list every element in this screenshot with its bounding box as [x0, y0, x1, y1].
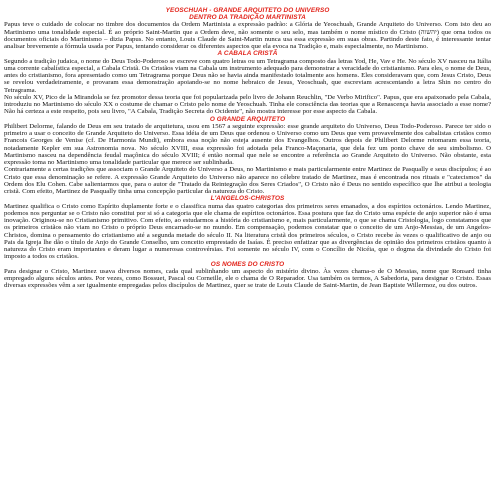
document-title: YEOSCHUAH - GRANDE ARQUITETO DO UNIVERSO — [165, 7, 330, 14]
section-cabala-paragraph-2: No século XV, Pico de la Mirandola se fez promotor dessa teoria que foi popularizada pelo livro de Johann Reuchlin, "De Verbo Mirifico". Papus, que era apaixonado pela Cabala, introduziu no Martinismo do século XX o costume de chamar o Cristo pelo nome de Yeoschuah. Tinha ele consciência das teorias que a Renascença havia associado a esse nome? Não há certeza a este respeito, pois seu livro, "A Cabala, Tradição Secreta do Ocidente", não mostra interesse por esse aspecto da Cabala. — [4, 93, 491, 116]
intro-paragraph: Papus teve o cuidado de colocar no timbre dos documentos da Ordem Martinista a expressão padrão: a Glória de Yeoschuah, Grande Arquiteto do Universo. Com isto deu ao Martinismo uma tonalidade especial. É ao próprio Saint-Martin que a Ordem deve, não somente o seu selo, mas também o nome místico do Cristo (יהשוה) que orna todos os documentos oficiais do Martinismo – dizia Papus. No entanto, Louis Claude de Saint-Martin nunca usa essa expressão em suas obras. Partindo deste fato, é interessante tentar analisar brevemente a fórmula usada por Papus, tentando considerar os diferentes aspectos que ela evoca na Tradição e, mais especialmente, no Martinismo. — [4, 21, 491, 51]
section-arquiteto-paragraph-1: Philibert Delorme, falando de Deus em seu tratado de arquitetura, usou em 1567 a seguinte expressão: esse grande arquiteto do Universo, Deus Todo-Poderoso. Parece ter sido o primeiro a usar o conceito de Grande Arquiteto do Universo. Essa idéia de um Deus que ordenou o Universo como um Deus que vem provavelmente dos cabalistas cristãos como Francois Georges de Venise (cf. De Harmonia Mundi), embora essa noção não esteja ausente dos Evangelhos. Outros depois de Philibert Delorme retomaram essa teoria, notadamente Kepler em sua Astronomia nova. No século XVIII, essa expressão foi adotada pela Franco-Maçonaria, que dela fez um ponto chave de seu simbolismo. O Martinismo nasceu na dependência feudal maçônica do século XVIII; é então normal que nele se encontre a referência ao Grande Arquiteto do Universo. Não obstante, esta expressão toma no Martinismo uma tonalidade particular que merece ser sublinhada. — [4, 122, 491, 167]
section-heading-grande-arquiteto: O GRANDE ARQUITETO — [209, 115, 286, 123]
document-page — [4, 4, 491, 491]
section-heading-nomes-do-cristo: OS NOMES DO CRISTO — [210, 260, 285, 268]
section-nomes-paragraph-1: Para designar o Cristo, Martinez usava diversos nomes, cada qual sublinhando um aspecto do mistério divino. Às vezes chama-o de O Messias, nome que Ronsard tinha empregado alguns séculos antes. Por vezes, como Bossuet, Pascal ou Corneille, ele o chama de O Reparador. Usa também os termos, A Sabedoria, para designar o Cristo. Essas diversas expressões vêm a ser igualmente empregadas pelos discípulos de Martinez, quer se trate de Louis Claude de Saint-Martin, de Jean Baptiste Willermoz, ou dos outros. — [4, 267, 491, 290]
section-heading-cabala: A CABALA CRISTÃ — [217, 50, 278, 58]
section-angelos-paragraph-1: Martinez qualifica o Cristo como Espírito duplamente forte e o classifica numa das quatro categorias dos primeiros seres emanados, a dos espíritos octonários. Lendo Martinez, podemos nos perguntar se o Cristo não constitui por si só a categoria que ele chama de espíritos octonários. Essa postura que faz do Cristo uma espécie de anjo superior não é uma inovação. Originou-se no Cristianismo primitivo. Com efeito, ao estudarmos a história do cristianismo e, mais particularmente, o que se chama Cristologia, logo constatamos que os primeiros cristãos não viam no Cristo o próprio Deus encarnado-se no mundo. Em compensação, podemos constatar que o conceito de um Anjo-Messias, de um Angelos-Christos, domina o pensamento do cristianismo até a segunda metade do século II. Na literatura cristã dos primeiros séculos, o Cristo recebe às vezes o qualificativo de anjo ou Pais da Igreja lhe dão o título de Anjo do Grande Conselho, um conceito emprestado de Isaías. É preciso enfatizar que as divergências de opinião dos primeiros cristãos quanto à natureza do Cristo eram importantes e deram lugar a numerosas controvérsias. Foi somente no século IV, com o Concílio de Nicéia, que o dogma da divindade do Cristo foi imposto a todos os cristãos. — [4, 202, 491, 261]
section-heading-angelos-christos: L'ANGELOS-CHRISTOS — [210, 195, 285, 203]
section-arquiteto-paragraph-2: Contrariamente a certas tradições que associam o Grande Arquiteto do Universo a Deus, no Martinismo e mais particularmente entre Martinez de Pasqually e seus discípulos; é ao Cristo que essa denominação se refere. A expressão Grande Arquiteto do Universo não aparece no célebre tratado de Martinez, mas é encontrada nos rituais e "catecismos" da Ordem dos Elu Cohen. Cabe salientarmos que, para o autor de "Tratado da Reintegração dos Seres Criados", O Cristo não é Deus no sentido específico que lhe atribui a teologia cristã. Com efeito, Martinez de Pasqually tinha uma concepção particular da natureza do Cristo. — [4, 166, 491, 196]
section-cabala-paragraph-1: Segundo a tradição judaica, o nome do Deus Todo-Poderoso se escreve com quatro letras ou um Tetragrama composto das letras Yod, He, Vav e He. No século XV nasceu na Itália uma corrente cabalística especial, a Cabala Cristã. Os Cristãos viam na Cabala um instrumento adequado para demonstrar a veracidade do cristianismo. Para eles, o nome de Deus, antes do cristianismo, fora apresentado como um Tetragrama porque Deus não se havia ainda manifestado totalmente aos homens. Eles consideravam que, com Jesus Cristo, Deus se revelou verdadeiramente, e provaram essa demonstração apoiando-se no nome hebraico de Jesus, Yeoschuah, que escreviam acrescentando a letra Shin no centro do Tetragrama. — [4, 57, 491, 94]
document-subtitle: DENTRO DA TRADIÇÃO MARTINISTA — [189, 14, 306, 22]
